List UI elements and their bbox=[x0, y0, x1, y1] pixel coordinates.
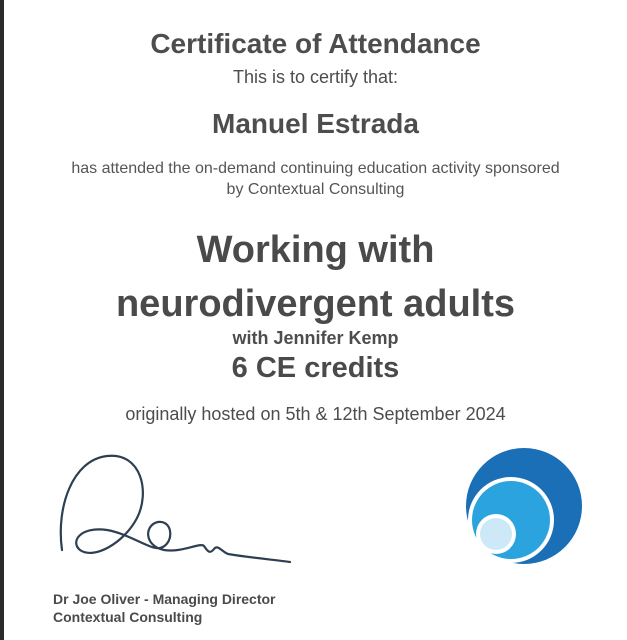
signature-icon bbox=[52, 448, 292, 578]
presenter: with Jennifer Kemp bbox=[232, 328, 399, 348]
statement-line-1: has attended the on-demand continuing education activity sponsored bbox=[71, 160, 560, 177]
certificate-title: Certificate of Attendance bbox=[150, 28, 481, 59]
statement-line-2: by Contextual Consulting bbox=[226, 181, 405, 198]
certificate bbox=[4, 0, 627, 640]
course-title-line-1: Working with bbox=[196, 229, 435, 271]
certify-text: This is to certify that: bbox=[232, 67, 399, 87]
course-title-line-2: neurodivergent adults bbox=[115, 283, 516, 325]
logo-icon bbox=[466, 448, 582, 564]
ce-credits: 6 CE credits bbox=[231, 352, 400, 384]
hosted-date: originally hosted on 5th & 12th September 2024 bbox=[125, 404, 506, 424]
signatory-name: Dr Joe Oliver - Managing Director bbox=[53, 591, 276, 607]
signatory-block bbox=[53, 590, 276, 626]
attendance-statement bbox=[4, 158, 627, 200]
recipient-name: Manuel Estrada bbox=[212, 108, 419, 139]
course-title bbox=[4, 223, 627, 331]
signatory-organization: Contextual Consulting bbox=[53, 609, 203, 625]
